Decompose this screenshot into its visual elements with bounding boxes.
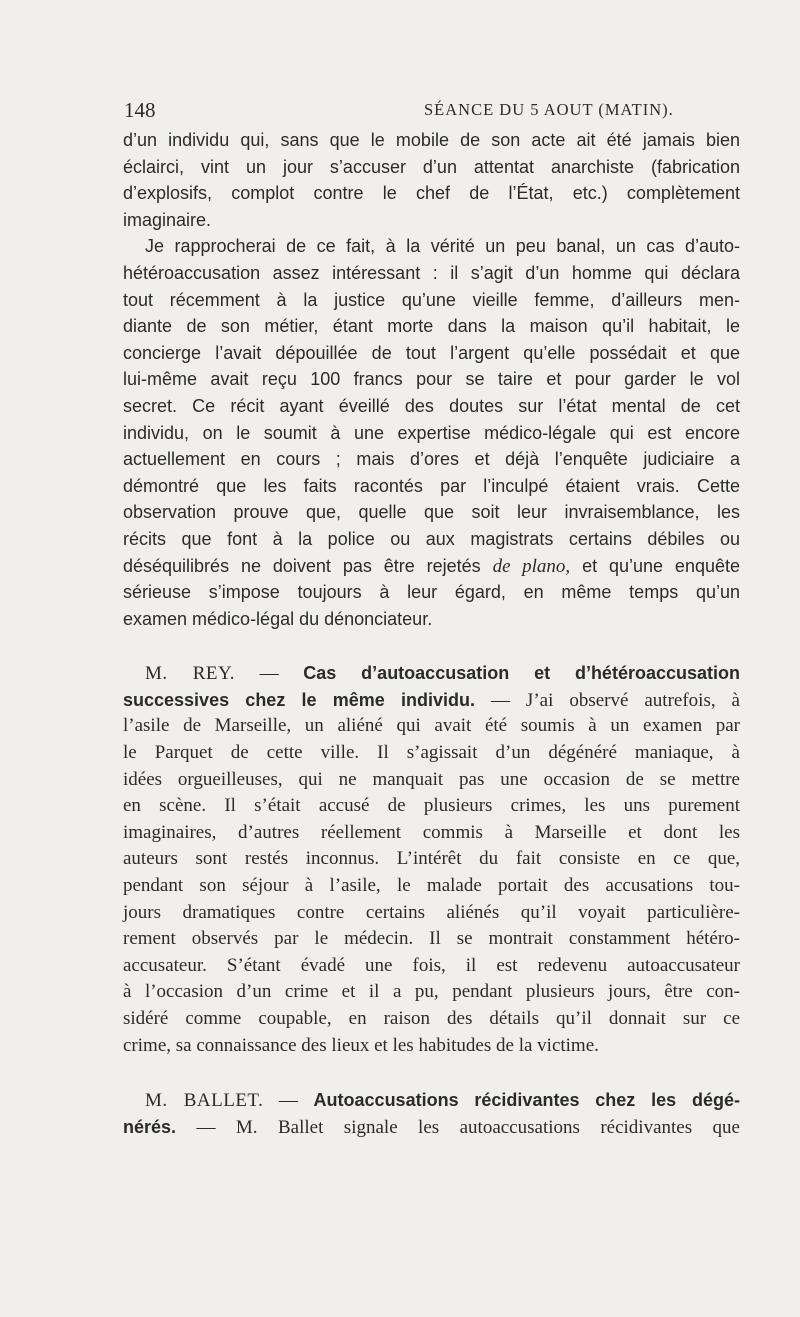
text-line [123, 1114, 740, 1141]
text-line: observation prouve que, quelle que soit leur invraisemblance, les [123, 502, 740, 523]
text-line: d’explosifs, complot contre le chef de l’État, etc.) complètement [123, 183, 740, 204]
text-line: examen médico-légal du dénonciateur. [123, 608, 433, 629]
section-title: Autoaccusations récidivantes chez les dégé- [313, 1090, 740, 1111]
text-line: hétéroaccusation assez intéressant : il s’agit d’un homme qui déclara [123, 262, 740, 283]
text-line: pendant son séjour à l’asile, le malade portait des accusations tou- [123, 875, 740, 897]
text-line: tout récemment à la justice qu’une vieille femme, d’ailleurs men- [123, 289, 740, 310]
text-line [123, 660, 740, 687]
text-line: concierge l’avait dépouillée de tout l’argent qu’elle possédait et que [123, 342, 740, 363]
text-line: actuellement en cours ; mais d’ores et déjà l’enquête judiciaire a [123, 449, 740, 470]
text-line [123, 687, 740, 714]
text-line: crime, sa connaissance des lieux et les habitudes de la victime. [123, 1034, 599, 1056]
text-run: — J’ai observé autrefois, à [475, 689, 740, 711]
text-line: démontré que les faits racontés par l’inculpé étaient vrais. Cette [123, 475, 740, 496]
section-gap [123, 1059, 740, 1087]
text-line: sérieuse s’impose toujours à leur égard, en même temps qu’un [123, 582, 740, 603]
text-line: le Parquet de cette ville. Il s’agissait d’un dégénéré maniaque, à [123, 742, 740, 764]
text-line: individu, on le soumit à une expertise médico-légale qui est encore [123, 422, 740, 443]
page-body [123, 127, 740, 1140]
section-rey [123, 660, 740, 1059]
text-line: lui-même avait reçu 100 francs pour se taire et pour garder le vol [123, 369, 740, 390]
section-ballet [123, 1087, 740, 1140]
text-line [123, 553, 740, 580]
running-head: SÉANCE DU 5 AOUT (MATIN). [424, 100, 674, 119]
speaker-name: M. REY. [145, 663, 236, 685]
text-line: auteurs sont restés inconnus. L’intérêt du fait consiste en ce que, [123, 848, 740, 870]
dash: — [263, 1090, 314, 1112]
section-title: Cas d’autoaccusation et d’hétéroaccusation [303, 663, 740, 684]
page-number: 148 [124, 98, 156, 122]
text-line: récits que font à la police ou aux magistrats certains débiles ou [123, 528, 740, 549]
section-title: nérés. [123, 1116, 177, 1137]
text-line: l’asile de Marseille, un aliéné qui avait été soumis à un examen par [123, 715, 740, 737]
page-header [124, 98, 740, 124]
text-line: sidéré comme coupable, en raison des détails qu’il donnait sur ce [123, 1008, 740, 1029]
text-line: idées orgueilleuses, qui ne manquait pas une occasion de se mettre [123, 768, 740, 790]
text-line: diante de son métier, étant morte dans la maison qu’il habitait, le [123, 316, 740, 337]
text-line: Je rapprocherai de ce fait, à la vérité un peu banal, un cas d’auto- [145, 236, 740, 257]
text-line: imaginaire. [123, 209, 212, 230]
text-line: d’un individu qui, sans que le mobile de son acte ait été jamais bien [123, 130, 740, 150]
paragraph-hetero-accusation [123, 233, 740, 632]
text-line [123, 1087, 740, 1114]
section-title: successives chez le même individu. [123, 689, 475, 710]
text-line: éclairci, vint un jour s’accuser d’un attentat anarchiste (fabrication [123, 156, 740, 177]
paragraph-continuation [123, 127, 740, 233]
section-gap [123, 632, 740, 660]
text-line: accusateur. S’étant évadé une fois, il est redevenu autoaccusateur [123, 954, 740, 976]
speaker-name: M. BALLET. [145, 1090, 264, 1112]
dash: — [235, 663, 304, 685]
italic-phrase: de plano, [492, 555, 571, 577]
text-line: secret. Ce récit ayant éveillé des doutes sur l’état mental de cet [123, 395, 740, 416]
text-line: jours dramatiques contre certains aliénés qu’il voyait particulière- [123, 901, 740, 923]
text-run: déséquilibrés ne doivent pas être rejetés [123, 555, 493, 576]
text-run: et qu’une enquête [570, 555, 741, 576]
text-line: rement observés par le médecin. Il se montrait constamment hétéro- [123, 928, 740, 950]
text-line: imaginaires, d’autres réellement commis à Marseille et dont les [123, 821, 740, 843]
text-line: à l’occasion d’un crime et il a pu, pendant plusieurs jours, être con- [123, 981, 740, 1003]
text-run: — M. Ballet signale les autoaccusations récidivantes que [176, 1116, 740, 1138]
text-line: en scène. Il s’était accusé de plusieurs crimes, les uns purement [123, 795, 740, 817]
